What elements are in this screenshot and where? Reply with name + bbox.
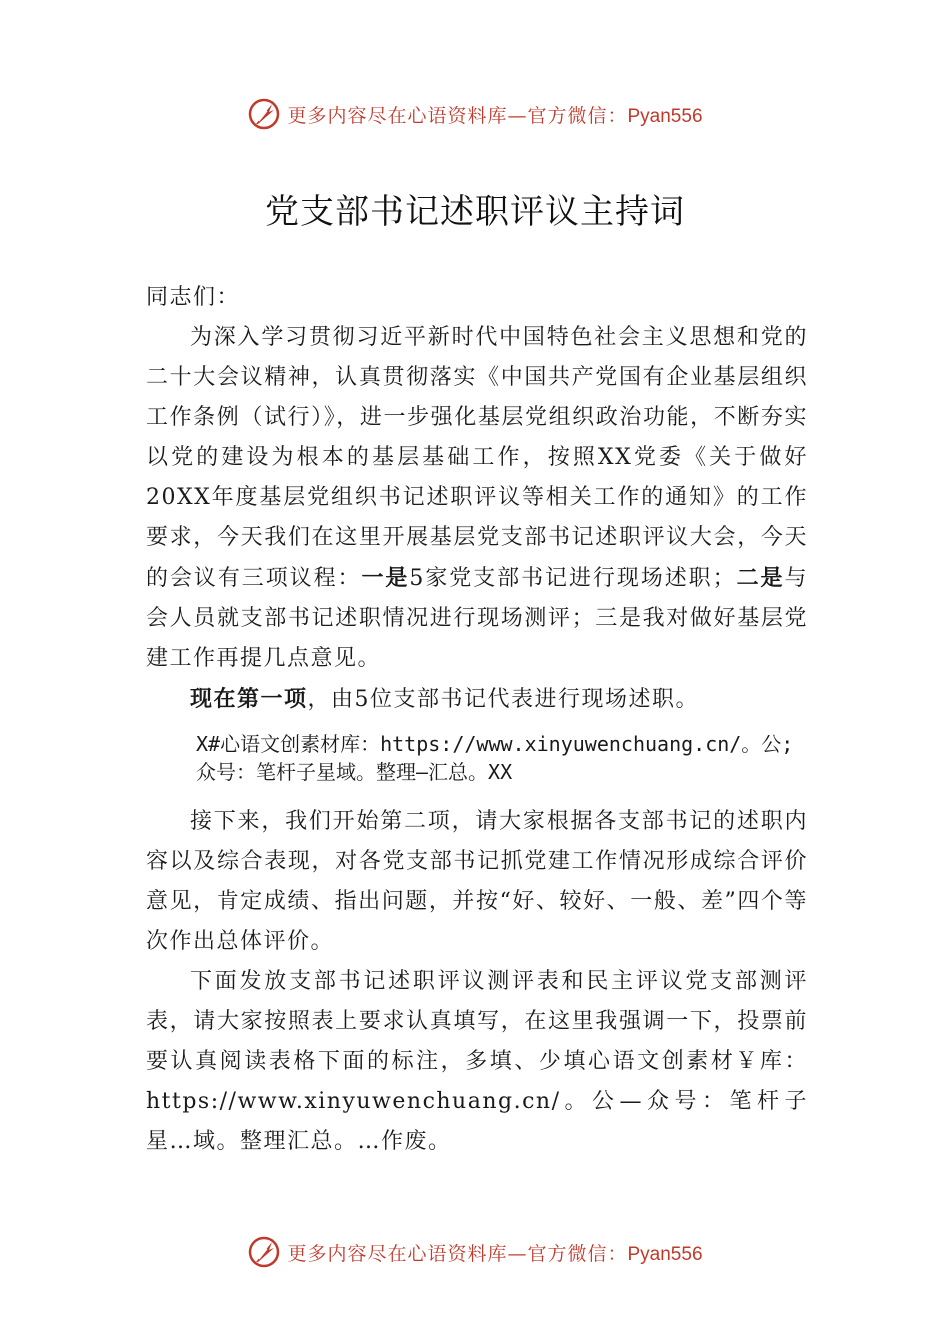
banner-text bbox=[287, 1239, 702, 1266]
paragraph-second-item: 接下来，我们开始第二项，请大家根据各支部书记的述职内容以及综合表现，对各党支部书记抓党建工作情况形成综合评价意见，肯定成绩、指出问题，并按“好、较好、一般、差”四个等次作出总体评价。 bbox=[146, 809, 808, 954]
paragraph-first-item bbox=[146, 679, 808, 720]
first-item-label: 现在第一项 bbox=[190, 686, 308, 712]
banner-site-name: 更多内容尽在心语资料库 bbox=[287, 1242, 508, 1265]
footer-banner bbox=[0, 1232, 950, 1272]
document-title: 党支部书记述职评议主持词 bbox=[265, 192, 685, 232]
agenda-item-two-label: 二是 bbox=[736, 565, 785, 591]
banner-wechat-id: Pyan556 bbox=[627, 1243, 703, 1265]
agenda-item-one-text: 5家党支部书记进行现场述职； bbox=[409, 566, 737, 591]
paragraph-agenda bbox=[146, 318, 808, 679]
document-body bbox=[146, 278, 808, 1162]
banner-separator: —官方微信： bbox=[507, 1242, 628, 1265]
agenda-intro: 为深入学习贯彻习近平新时代中国特色社会主义思想和党的二十大会议精神，认真贯彻落实《中国共产党国有企业基层组织工作条例（试行）》，进一步强化基层党组织政治功能，不断夯实以党的建设为根本的基层基础工作，按照XX党委《关于做好20XX年度基层党组织书记述职评议等相关工作的通知》的工作要求，今天我们在这里开展基层党支部书记述职评议大会，今天的会议有三项议程： bbox=[146, 325, 808, 591]
watermark-note: X#心语文创素材库：https://www.xinyuwenchuang.cn/。公;众号：笔杆子星域。整理—汇总。XX bbox=[196, 732, 794, 784]
paragraph-voting-instructions: 下面发放支部书记述职评议测评表和民主评议党支部测评表，请大家按照表上要求认真填写，在这里我强调一下，投票前要认真阅读表格下面的标注，多填、少填心语文创素材￥库：https://www.xinyuwenchuang.cn/。公—众号：笔杆子星…域。整理汇总。…作废。 bbox=[146, 969, 808, 1154]
salutation: 同志们： bbox=[146, 285, 241, 310]
banner-separator: —官方微信： bbox=[507, 104, 628, 127]
header-banner bbox=[0, 94, 950, 134]
quill-logo-icon bbox=[247, 1235, 281, 1269]
agenda-item-one-label: 一是 bbox=[361, 565, 410, 591]
first-item-text: ，由5位支部书记代表进行现场述职。 bbox=[307, 687, 700, 712]
quill-logo-icon bbox=[247, 97, 281, 131]
banner-site-name: 更多内容尽在心语资料库 bbox=[287, 104, 508, 127]
agenda-item-two-text: 与会人员就支部书记述职情况进行现场测评；三是我对做好基层党建工作再提几点意见。 bbox=[146, 566, 808, 671]
banner-text bbox=[287, 101, 702, 128]
banner-wechat-id: Pyan556 bbox=[627, 105, 703, 127]
